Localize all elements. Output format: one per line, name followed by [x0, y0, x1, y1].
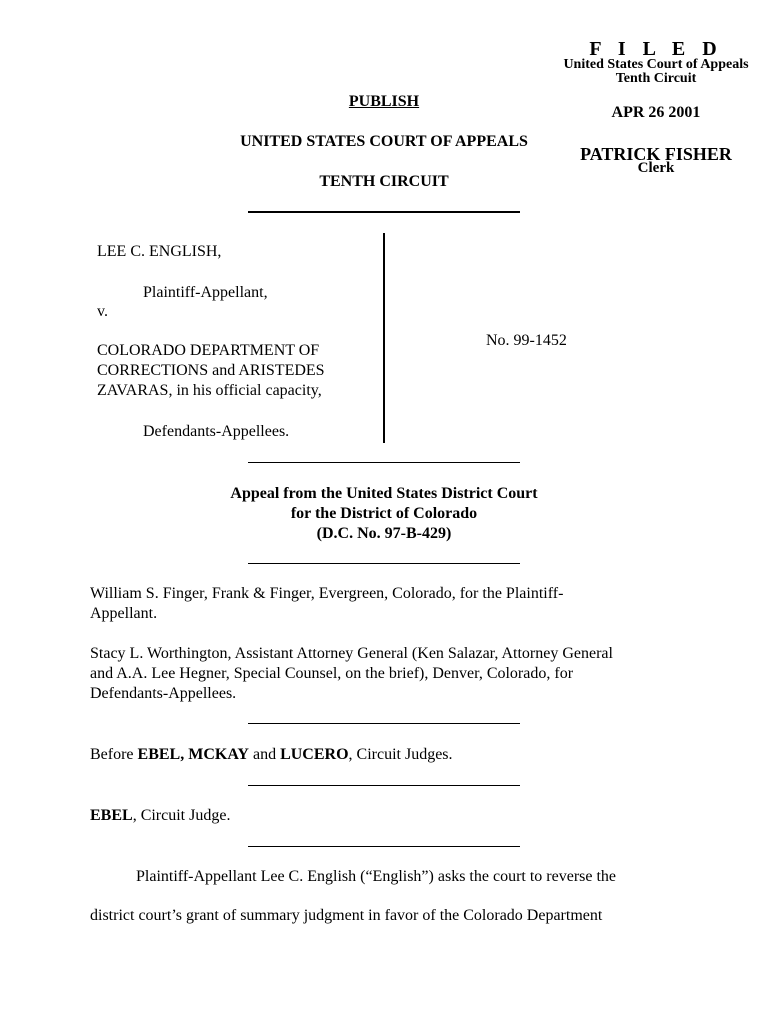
clerk-title: Clerk	[637, 160, 675, 176]
defendant-counsel: Defendants-Appellees.	[90, 685, 237, 702]
panel-line	[90, 746, 453, 764]
panel-and: and	[248, 746, 281, 763]
circuit-heading: TENTH CIRCUIT	[319, 173, 449, 190]
panel-judge: LUCERO	[280, 746, 349, 763]
caption-divider	[383, 233, 385, 443]
divider	[248, 846, 520, 847]
defendants-line: COLORADO DEPARTMENT OF	[97, 342, 320, 359]
panel-before: Before	[90, 746, 138, 763]
panel-judges: EBEL, MCKAY	[137, 746, 249, 763]
author-name: EBEL	[90, 807, 133, 824]
docket-number: No. 99-1452	[486, 332, 567, 349]
divider	[248, 563, 520, 564]
divider	[248, 462, 520, 463]
versus: v.	[97, 303, 108, 320]
defendant-counsel: Stacy L. Worthington, Assistant Attorney General (Ken Salazar, Attorney General	[90, 645, 613, 662]
plaintiff-name: LEE C. ENGLISH,	[97, 243, 222, 260]
publish-heading: PUBLISH	[348, 93, 420, 110]
plaintiff-counsel: Appellant.	[90, 605, 158, 622]
plaintiff-role: Plaintiff-Appellant,	[143, 284, 268, 301]
defendant-counsel: and A.A. Lee Hegner, Special Counsel, on the brief), Denver, Colorado, for	[90, 665, 574, 682]
filed-stamp-title: F I L E D	[589, 38, 723, 60]
opinion-text: Plaintiff-Appellant Lee C. English (“English”) asks the court to reverse the	[136, 868, 617, 885]
court-heading: UNITED STATES COURT OF APPEALS	[240, 133, 528, 150]
filed-stamp-court: United States Court of Appeals	[563, 57, 749, 72]
appeal-line: for the District of Colorado	[290, 505, 478, 522]
plaintiff-counsel: William S. Finger, Frank & Finger, Evergreen, Colorado, for the Plaintiff-	[90, 585, 564, 602]
author-line	[90, 807, 230, 825]
defendants-line: CORRECTIONS and ARISTEDES	[97, 362, 325, 379]
appeal-line: Appeal from the United States District Court	[230, 485, 538, 502]
appeal-line: (D.C. No. 97-B-429)	[316, 525, 452, 542]
author-suffix: , Circuit Judge.	[132, 807, 231, 824]
clerk-name: PATRICK FISHER	[580, 144, 732, 164]
filed-stamp-circuit: Tenth Circuit	[615, 71, 697, 86]
opinion-text: district court’s grant of summary judgment in favor of the Colorado Department	[90, 907, 603, 924]
divider	[248, 785, 520, 786]
filed-date: APR 26 2001	[611, 104, 701, 121]
panel-suffix: , Circuit Judges.	[348, 746, 453, 763]
divider	[248, 211, 520, 213]
divider	[248, 723, 520, 724]
defendants-line: ZAVARAS, in his official capacity,	[97, 382, 322, 399]
defendants-role: Defendants-Appellees.	[143, 423, 290, 440]
